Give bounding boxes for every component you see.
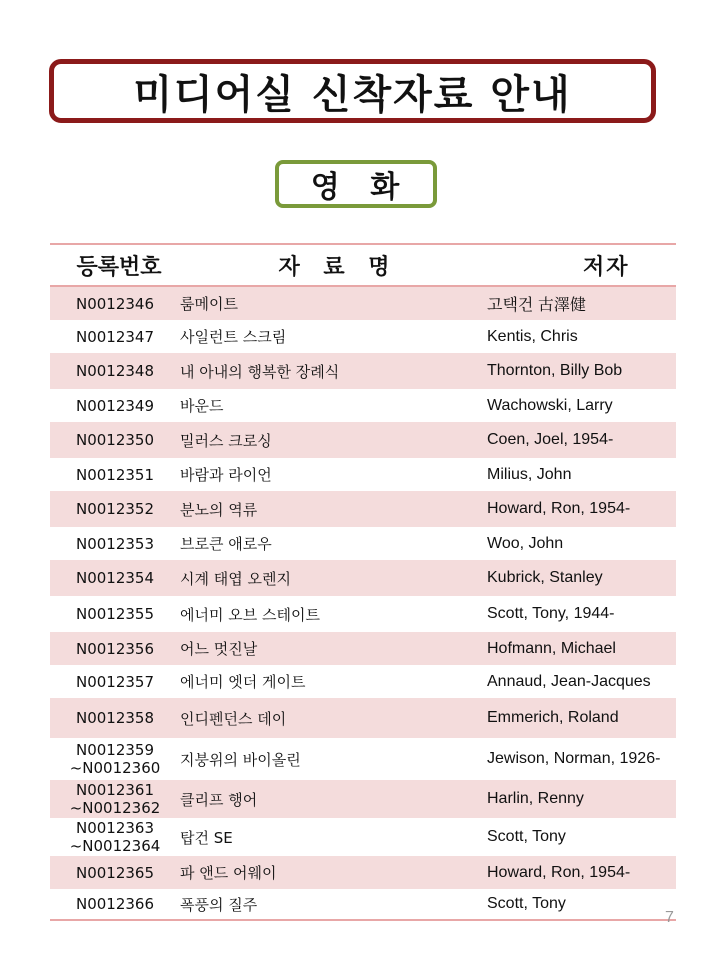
cell-registration-number (50, 328, 180, 346)
cell-title: 탑건 SE (180, 828, 233, 847)
table-row (50, 856, 676, 889)
cell-author: Kentis, Chris (487, 327, 578, 345)
table-row (50, 632, 676, 665)
cell-registration-number (50, 640, 180, 658)
registration-number: N0012349 (75, 396, 155, 415)
registration-number: N0012352 (75, 500, 155, 518)
cell-author: Harlin, Renny (487, 790, 584, 807)
cell-registration-number (50, 709, 180, 727)
cell-title: 시계 태엽 오렌지 (180, 569, 291, 588)
cell-registration-number (50, 864, 180, 882)
cell-author: Scott, Tony (487, 895, 566, 912)
table-body (50, 287, 676, 919)
cell-registration-number (50, 362, 180, 380)
registration-number: N0012361 (75, 781, 155, 799)
registration-number-range-end: ~N0012362 (69, 799, 161, 817)
registration-number-range-end: ~N0012360 (69, 759, 161, 777)
cell-registration-number (50, 500, 180, 518)
registration-number: N0012354 (75, 569, 155, 587)
registration-number: N0012346 (75, 294, 155, 313)
table-row (50, 780, 676, 818)
cell-author: Scott, Tony (487, 828, 566, 845)
registration-number: N0012365 (75, 863, 155, 882)
registration-number: N0012350 (75, 431, 155, 449)
cell-registration-number (50, 466, 180, 484)
cell-title: 내 아내의 행복한 장례식 (180, 362, 340, 381)
cell-title: 파 앤드 어웨이 (180, 864, 277, 882)
header-id: 등록번호 (76, 254, 162, 280)
cell-author: Annaud, Jean-Jacques (487, 672, 651, 690)
cell-registration-number (50, 895, 180, 913)
registration-number: N0012359 (75, 741, 155, 759)
cell-title: 분노의 역류 (180, 500, 258, 519)
registration-number: N0012363 (75, 819, 155, 837)
registration-number: N0012355 (75, 605, 155, 623)
cell-title: 인디펜던스 데이 (180, 709, 287, 728)
registration-number: N0012356 (75, 639, 155, 658)
cell-title: 밀러스 크로싱 (180, 431, 272, 450)
cell-registration-number (50, 295, 180, 313)
registration-number-range-end: ~N0012364 (69, 837, 161, 855)
cell-title: 폭풍의 질주 (180, 895, 258, 914)
registration-number: N0012347 (75, 327, 155, 346)
cell-title: 브로큰 애로우 (180, 535, 272, 553)
table-row (50, 320, 676, 353)
table-row (50, 889, 676, 919)
cell-author: Scott, Tony, 1944- (487, 605, 615, 622)
cell-title: 바운드 (180, 397, 224, 415)
page-title: 미디어실 신착자료 안내 (133, 71, 572, 118)
cell-registration-number (50, 741, 180, 777)
cell-author: Emmerich, Roland (487, 709, 619, 726)
cell-author: Kubrick, Stanley (487, 569, 603, 586)
cell-title: 에너미 엣더 게이트 (180, 673, 306, 691)
table-row (50, 665, 676, 698)
cell-registration-number (50, 397, 180, 415)
category-label: 영 화 (310, 170, 410, 205)
table-row (50, 738, 676, 780)
cell-author: Wachowski, Larry (487, 396, 613, 414)
cell-author: 고택건 古澤健 (487, 297, 586, 314)
table-row (50, 698, 676, 738)
cell-title: 어느 멋진날 (180, 640, 258, 658)
header-title: 자 료 명 (278, 254, 398, 280)
table-header (50, 245, 676, 287)
table-row (50, 491, 676, 527)
cell-author: Howard, Ron, 1954- (487, 500, 631, 517)
cell-author: Howard, Ron, 1954- (487, 863, 631, 881)
cell-registration-number (50, 569, 180, 587)
table-row (50, 560, 676, 596)
table-row (50, 389, 676, 422)
new-arrivals-table (50, 243, 676, 921)
cell-author: Coen, Joel, 1954- (487, 431, 614, 448)
cell-title: 클리프 행어 (180, 790, 258, 809)
cell-registration-number (50, 781, 180, 817)
header-author: 저자 (583, 254, 630, 280)
registration-number: N0012358 (75, 709, 155, 727)
cell-author: Thornton, Billy Bob (487, 362, 623, 379)
cell-title: 지붕위의 바이올린 (180, 750, 301, 769)
cell-author: Hofmann, Michael (487, 639, 616, 657)
registration-number: N0012353 (75, 534, 155, 553)
table-row (50, 458, 676, 491)
cell-author: Woo, John (487, 534, 564, 552)
cell-title: 바람과 라이언 (180, 466, 272, 484)
registration-number: N0012366 (75, 895, 155, 913)
table-row (50, 422, 676, 458)
cell-registration-number (50, 673, 180, 691)
cell-registration-number (50, 819, 180, 855)
title-banner (49, 59, 656, 123)
table-row (50, 818, 676, 856)
table-row (50, 527, 676, 560)
cell-registration-number (50, 535, 180, 553)
registration-number: N0012351 (75, 465, 155, 484)
page-number: 7 (665, 909, 674, 926)
cell-author: Jewison, Norman, 1926- (487, 750, 661, 767)
registration-number: N0012348 (75, 362, 155, 380)
cell-title: 룸메이트 (180, 295, 238, 313)
cell-title: 에너미 오브 스테이트 (180, 605, 320, 624)
table-row (50, 287, 676, 320)
table-row (50, 596, 676, 632)
registration-number: N0012357 (75, 672, 155, 691)
category-banner (275, 160, 437, 208)
cell-registration-number (50, 605, 180, 623)
table-row (50, 353, 676, 389)
table-bottom-rule (50, 919, 676, 921)
cell-title: 사일런트 스크림 (180, 328, 287, 346)
cell-author: Milius, John (487, 465, 572, 483)
cell-registration-number (50, 431, 180, 449)
